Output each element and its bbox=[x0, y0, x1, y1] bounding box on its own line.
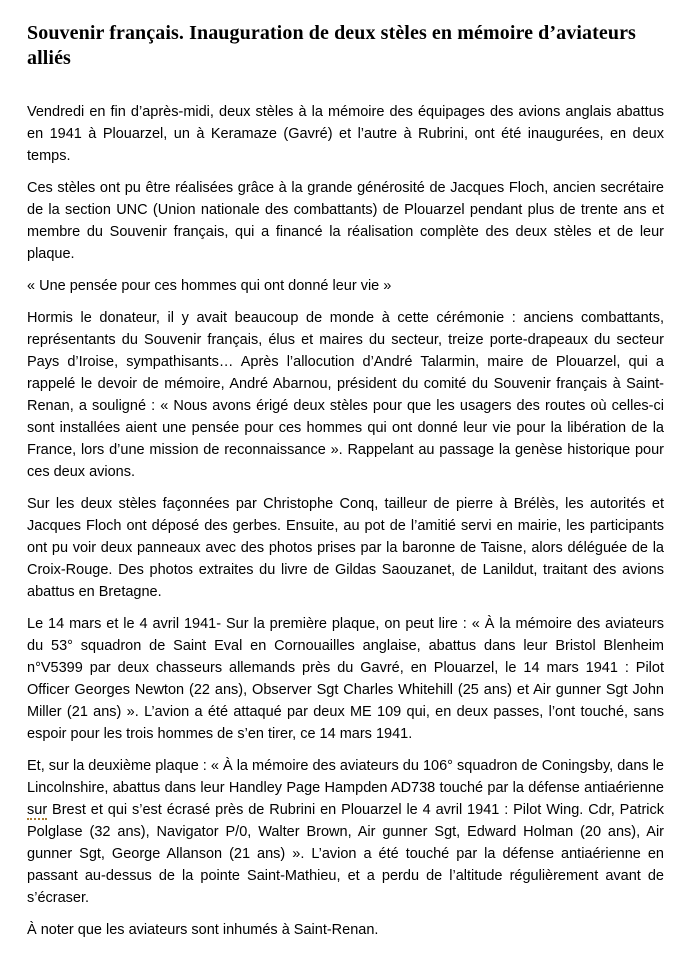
paragraph-ceremony: Hormis le donateur, il y avait beaucoup de monde à cette cérémonie : anciens combattants, représentants du Souvenir français, élus et maires du secteur, treize porte-drapeaux du secteur Pays d’Iroise, sympathisants… Après l’allocution d’André Talarmin, maire de Plouarzel, qui a rappelé le devoir de mémoire, André Abarnou, président du comité du Souvenir français à Saint-Renan, a souligné : « Nous avons érigé deux stèles pour que les usagers des routes où celles-ci sont installées aient une pensée pour ces hommes qui ont donné leur vie pour la libération de la France, lors d’une mission de reconnaissance ». Rappelant au passage la genèse historique pour ces deux avions. bbox=[27, 310, 664, 480]
text-segment: Et, sur la deuxième plaque : « À la mémoire des aviateurs du 106° squadron de Coningsby, dans le Lincolnshire, abattus dans leur Handley Page Hampden AD738 touché par la défense antiaérienne bbox=[27, 758, 664, 796]
proofing-underlined-word[interactable]: sur bbox=[27, 802, 48, 818]
quote-subheading: « Une pensée pour ces hommes qui ont donné leur vie » bbox=[27, 278, 392, 294]
paragraph-first-plaque: Le 14 mars et le 4 avril 1941- Sur la première plaque, on peut lire : « À la mémoire des aviateurs du 53° squadron de Saint Eval en Cornouailles anglaise, abattus dans leur Bristol Blenheim n°V5399 par deux chasseurs allemands près du Gavré, en Plouarzel, le 14 mars 1941 : Pilot Officer Georges Newton (22 ans), Observer Sgt Charles Whitehill (25 ans) et Air gunner Sgt John Miller (21 ans) ». L’avion a été attaqué par deux ME 109 qui, en deux passes, l’ont touché, sans espoir pour les trois hommes de s’en tirer, ce 14 mars 1941. bbox=[27, 616, 664, 742]
article-title: Souvenir français. Inauguration de deux stèles en mémoire d’aviateurs alliés bbox=[27, 22, 636, 69]
paragraph-lead: Vendredi en fin d’après-midi, deux stèles à la mémoire des équipages des avions anglais abattus en 1941 à Plouarzel, un à Keramaze (Gavré) et l’autre à Rubrini, ont été inaugurées, en deux temps. bbox=[27, 104, 664, 164]
text-segment: Brest et qui s’est écrasé près de Rubrini en Plouarzel le 4 avril 1941 : Pilot Wing. Cdr, Patrick Polglase (32 ans), Navigator P/0, Walter Brown, Air gunner Sgt, Edward Holman (20 ans), Air gunner Sgt, George Allanson (21 ans) ». L’avion a été touché par la défense antiaérienne en passant au-dessus de la pointe Saint-Mathieu, et a perdu de l’altitude régulièrement avant de s’écraser. bbox=[27, 802, 664, 906]
paragraph-second-plaque bbox=[27, 755, 664, 909]
paragraph-wreaths-photos: Sur les deux stèles façonnées par Christophe Conq, tailleur de pierre à Brélès, les autorités et Jacques Floch ont déposé des gerbes. Ensuite, au pot de l’amitié servi en mairie, les participants ont pu voir deux panneaux avec des photos prises par la baronne de Taisne, alors déléguée de la Croix-Rouge. Des photos extraites du livre de Gildas Saouzanet, de Lanildut, traitant des avions abattus en Bretagne. bbox=[27, 496, 664, 600]
paragraph-burial-note: À noter que les aviateurs sont inhumés à Saint-Renan. bbox=[27, 922, 379, 938]
paragraph-donor: Ces stèles ont pu être réalisées grâce à la grande générosité de Jacques Floch, ancien secrétaire de la section UNC (Union nationale des combattants) de Plouarzel pendant plus de trente ans et membre du Souvenir français, qui a financé la réalisation complète des deux stèles et de leur plaque. bbox=[27, 180, 664, 262]
